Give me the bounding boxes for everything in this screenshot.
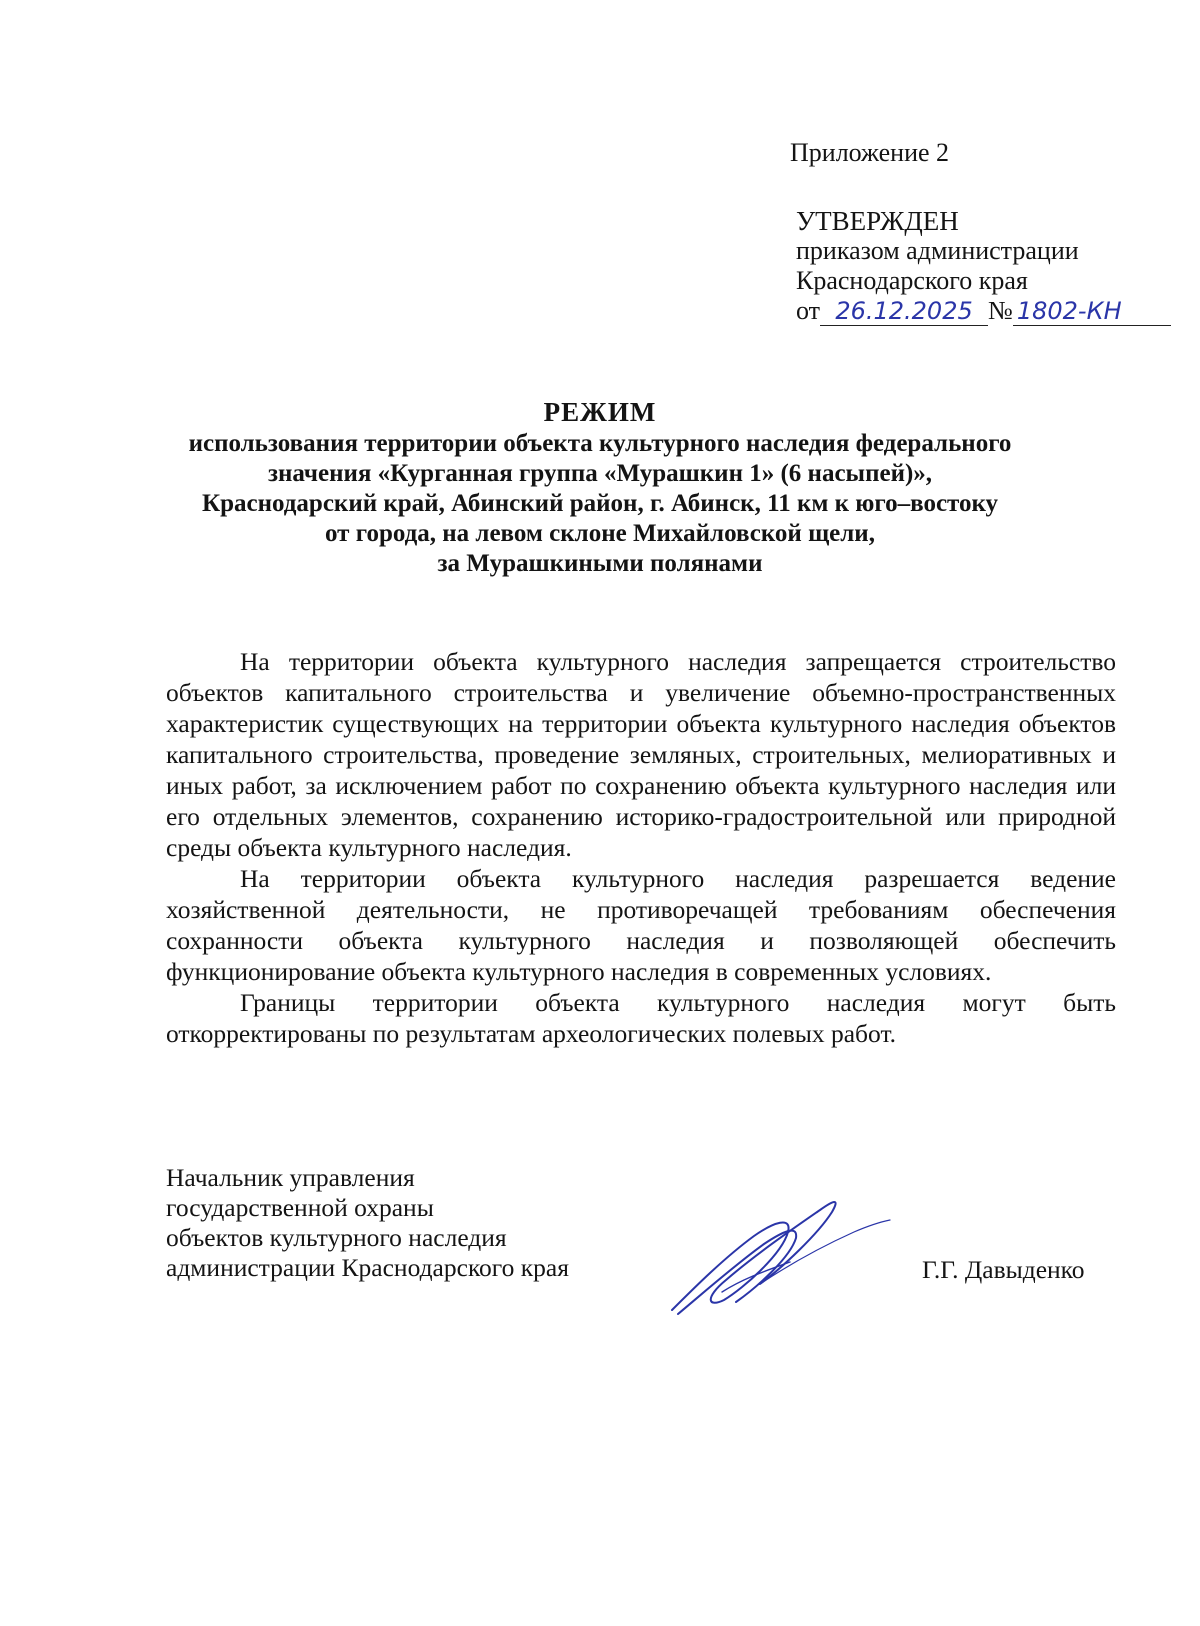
heading-line: использования территории объекта культурного наследия федерального — [188, 430, 1012, 457]
approval-stamp-block — [796, 206, 1171, 328]
heading-line: Краснодарский край, Абинский район, г. Абинск, 11 км к юго–востоку — [201, 490, 999, 517]
document-title: РЕЖИМ — [543, 397, 657, 427]
date-prefix: от — [796, 296, 821, 325]
signer-position-line: государственной охраны — [166, 1193, 434, 1222]
document-body — [166, 646, 1116, 1049]
order-date-number-line — [796, 296, 1171, 328]
signer-position-line: объектов культурного наследия — [166, 1223, 507, 1252]
document-heading — [120, 397, 1080, 579]
body-paragraph-permissions: На территории объекта культурного наследия разрешается ведение хозяйственной деятельности, не противоречащей требованиям обеспечения сохранности объекта культурного наследия и позволяющей обеспечить функционирование объекта культурного наследия в современных условиях. — [166, 864, 1116, 986]
handwritten-signature — [664, 1188, 894, 1318]
number-prefix: № — [988, 296, 1013, 325]
signer-position-line: администрации Краснодарского края — [166, 1253, 569, 1282]
signer-name: Г.Г. Давыденко — [922, 1255, 1085, 1284]
approval-line-1: приказом администрации — [796, 236, 1079, 265]
body-paragraph-boundaries: Границы территории объекта культурного наследия могут быть откорректированы по результатам археологических полевых работ. — [166, 988, 1116, 1048]
order-number-handwritten: 1802-КН — [1013, 297, 1171, 326]
heading-line: значения «Курганная группа «Мурашкин 1» (6 насыпей)», — [267, 460, 933, 487]
approval-title: УТВЕРЖДЕН — [796, 206, 959, 236]
body-paragraph-prohibitions: На территории объекта культурного наследия запрещается строительство объектов капитального строительства и увеличение объемно-пространственных характеристик существующих на территории объекта культурного наследия объектов капитального строительства, проведение земляных, строительных, мелиоративных и иных работ, за исключением работ по сохранению объекта культурного наследия или его отдельных элементов, сохранению историко-градостроительной или природной среды объекта культурного наследия. — [166, 647, 1116, 862]
signer-position — [166, 1163, 569, 1283]
heading-line: за Мурашкиными полянами — [437, 550, 763, 577]
signer-position-line: Начальник управления — [166, 1163, 415, 1192]
heading-line: от города, на левом склоне Михайловской щели, — [325, 520, 875, 547]
order-date-handwritten: 26.12.2025 — [820, 297, 988, 326]
appendix-label: Приложение 2 — [790, 138, 950, 167]
approval-line-2: Краснодарского края — [796, 266, 1028, 295]
